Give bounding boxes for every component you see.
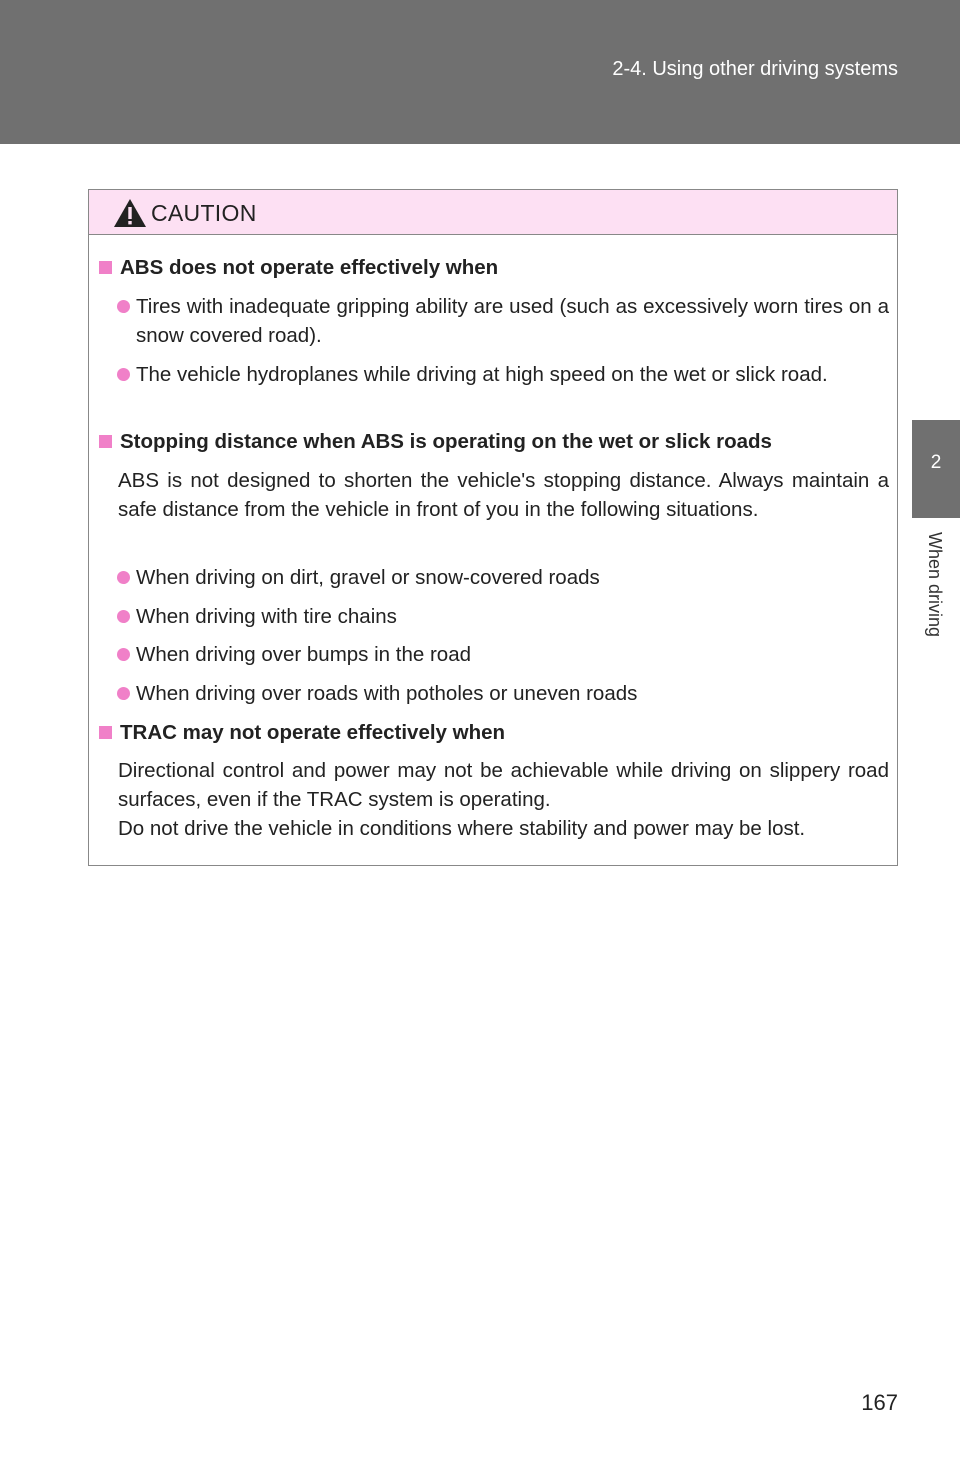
dot-bullet-icon (117, 368, 130, 381)
caution-header (89, 190, 897, 235)
chapter-side-tab (912, 144, 960, 1484)
square-bullet-icon (99, 261, 112, 274)
dot-bullet-icon (117, 610, 130, 623)
dot-bullet-icon (117, 687, 130, 700)
caution-box (88, 189, 898, 866)
dot-bullet-icon (117, 300, 130, 313)
dot-bullet-icon (117, 648, 130, 661)
list-item: The vehicle hydroplanes while driving at high speed on the wet or slick road. (117, 360, 889, 389)
chapter-label: When driving (925, 532, 945, 638)
square-bullet-icon (99, 435, 112, 448)
paragraph: ABS is not designed to shorten the vehicle's stopping distance. Always maintain a safe distance from the vehicle in front of you in the following situations. (118, 469, 889, 521)
page-number: 167 (861, 1390, 898, 1415)
page-header (0, 0, 960, 144)
section-title: 2-4. Using other driving systems (612, 58, 898, 80)
section-heading: Stopping distance when ABS is operating on the wet or slick roads (99, 427, 772, 456)
caution-title: CAUTION (151, 200, 257, 226)
dot-bullet-icon (117, 571, 130, 584)
list-item: When driving over bumps in the road (117, 640, 889, 669)
chapter-label-wrap (912, 524, 960, 674)
list-item: Tires with inadequate gripping ability are used (such as excessively worn tires on a snow covered road). (117, 292, 889, 350)
list-item: When driving over roads with potholes or uneven roads (117, 679, 889, 708)
list-item: When driving with tire chains (117, 602, 889, 631)
list-item: When driving on dirt, gravel or snow-covered roads (117, 563, 889, 592)
section-heading: ABS does not operate effectively when (99, 253, 498, 282)
paragraph: Directional control and power may not be achievable while driving on slippery road surfaces, even if the TRAC system is operating. (118, 759, 889, 811)
chapter-number: 2 (930, 452, 942, 473)
paragraph: Do not drive the vehicle in conditions where stability and power may be lost. (118, 817, 806, 840)
square-bullet-icon (99, 726, 112, 739)
warning-triangle-icon (113, 198, 147, 228)
section-heading: TRAC may not operate effectively when (99, 718, 505, 747)
